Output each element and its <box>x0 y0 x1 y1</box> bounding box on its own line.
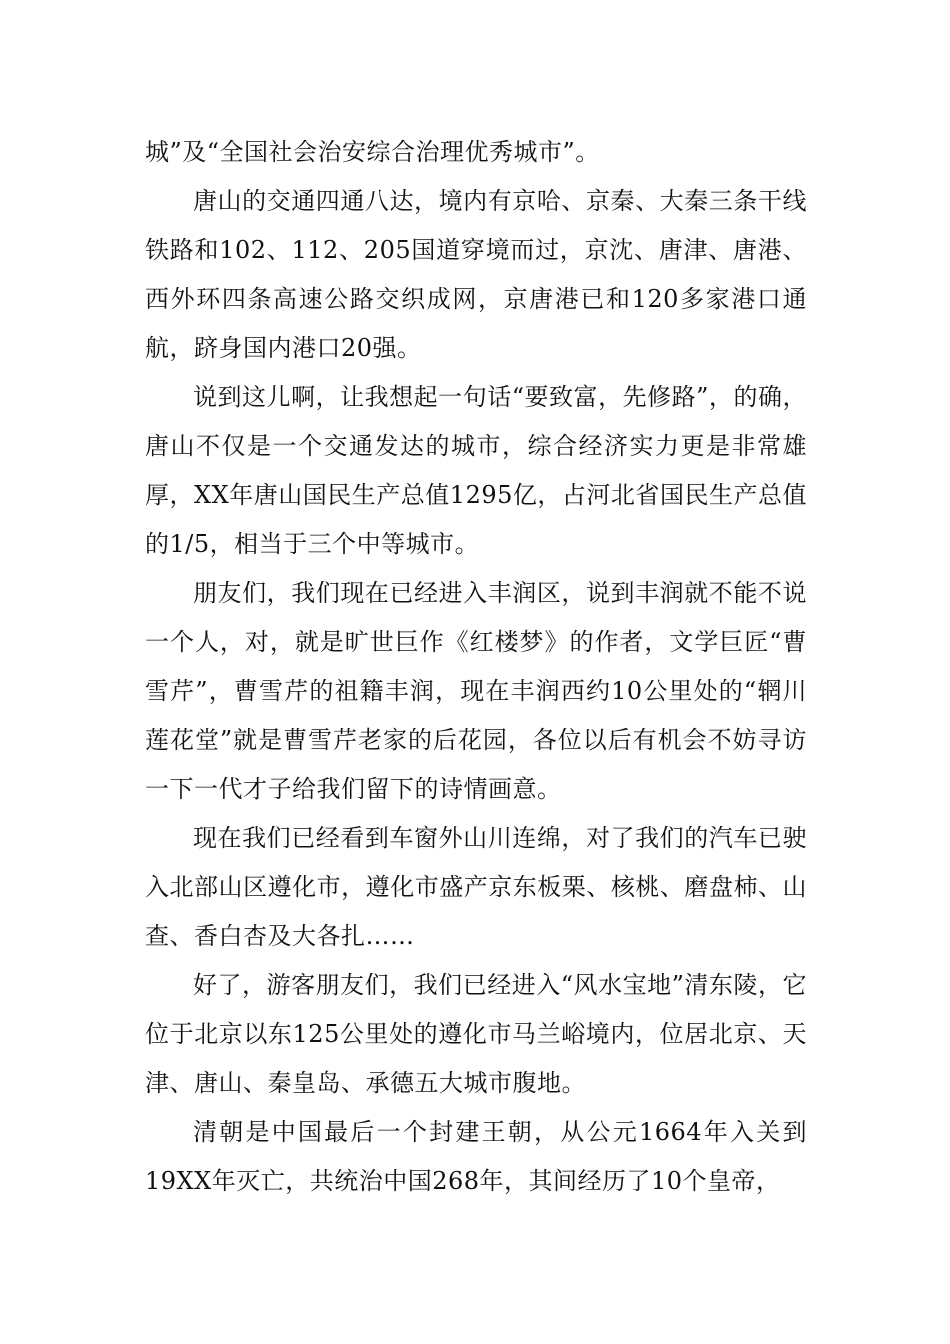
paragraph-economy: 说到这儿啊，让我想起一句话“要致富，先修路”，的确，唐山不仅是一个交通发达的城市，综合经济实力更是非常雄厚，XX年唐山国民生产总值1295亿，占河北省国民生产总值的1/5，相当于三个中等城市。 <box>145 383 807 558</box>
paragraph-continued: 城”及“全国社会治安综合治理优秀城市”。 <box>145 138 600 166</box>
document-body <box>145 128 807 1206</box>
paragraph-transport: 唐山的交通四通八达，境内有京哈、京秦、大秦三条干线铁路和102、112、205国道穿境而过，京沈、唐津、唐港、西外环四条高速公路交织成网，京唐港已和120多家港口通航，跻身国内港口20强。 <box>145 187 807 362</box>
paragraph-fengrun: 朋友们，我们现在已经进入丰润区，说到丰润就不能不说一个人，对，就是旷世巨作《红楼梦》的作者，文学巨匠“曹雪芹”，曹雪芹的祖籍丰润，现在丰润西约10公里处的“辋川莲花堂”就是曹雪芹老家的后花园，各位以后有机会不妨寻访一下一代才子给我们留下的诗情画意。 <box>145 579 807 803</box>
paragraph-qing-east-tombs: 好了，游客朋友们，我们已经进入“风水宝地”清东陵，它位于北京以东125公里处的遵化市马兰峪境内，位居北京、天津、唐山、秦皇岛、承德五大城市腹地。 <box>145 971 807 1097</box>
paragraph-qing-dynasty: 清朝是中国最后一个封建王朝，从公元1664年入关到19XX年灭亡，共统治中国268年，其间经历了10个皇帝， <box>145 1118 807 1195</box>
paragraph-zunhua: 现在我们已经看到车窗外山川连绵，对了我们的汽车已驶入北部山区遵化市，遵化市盛产京东板栗、核桃、磨盘柿、山查、香白杏及大各扎…… <box>145 824 807 950</box>
